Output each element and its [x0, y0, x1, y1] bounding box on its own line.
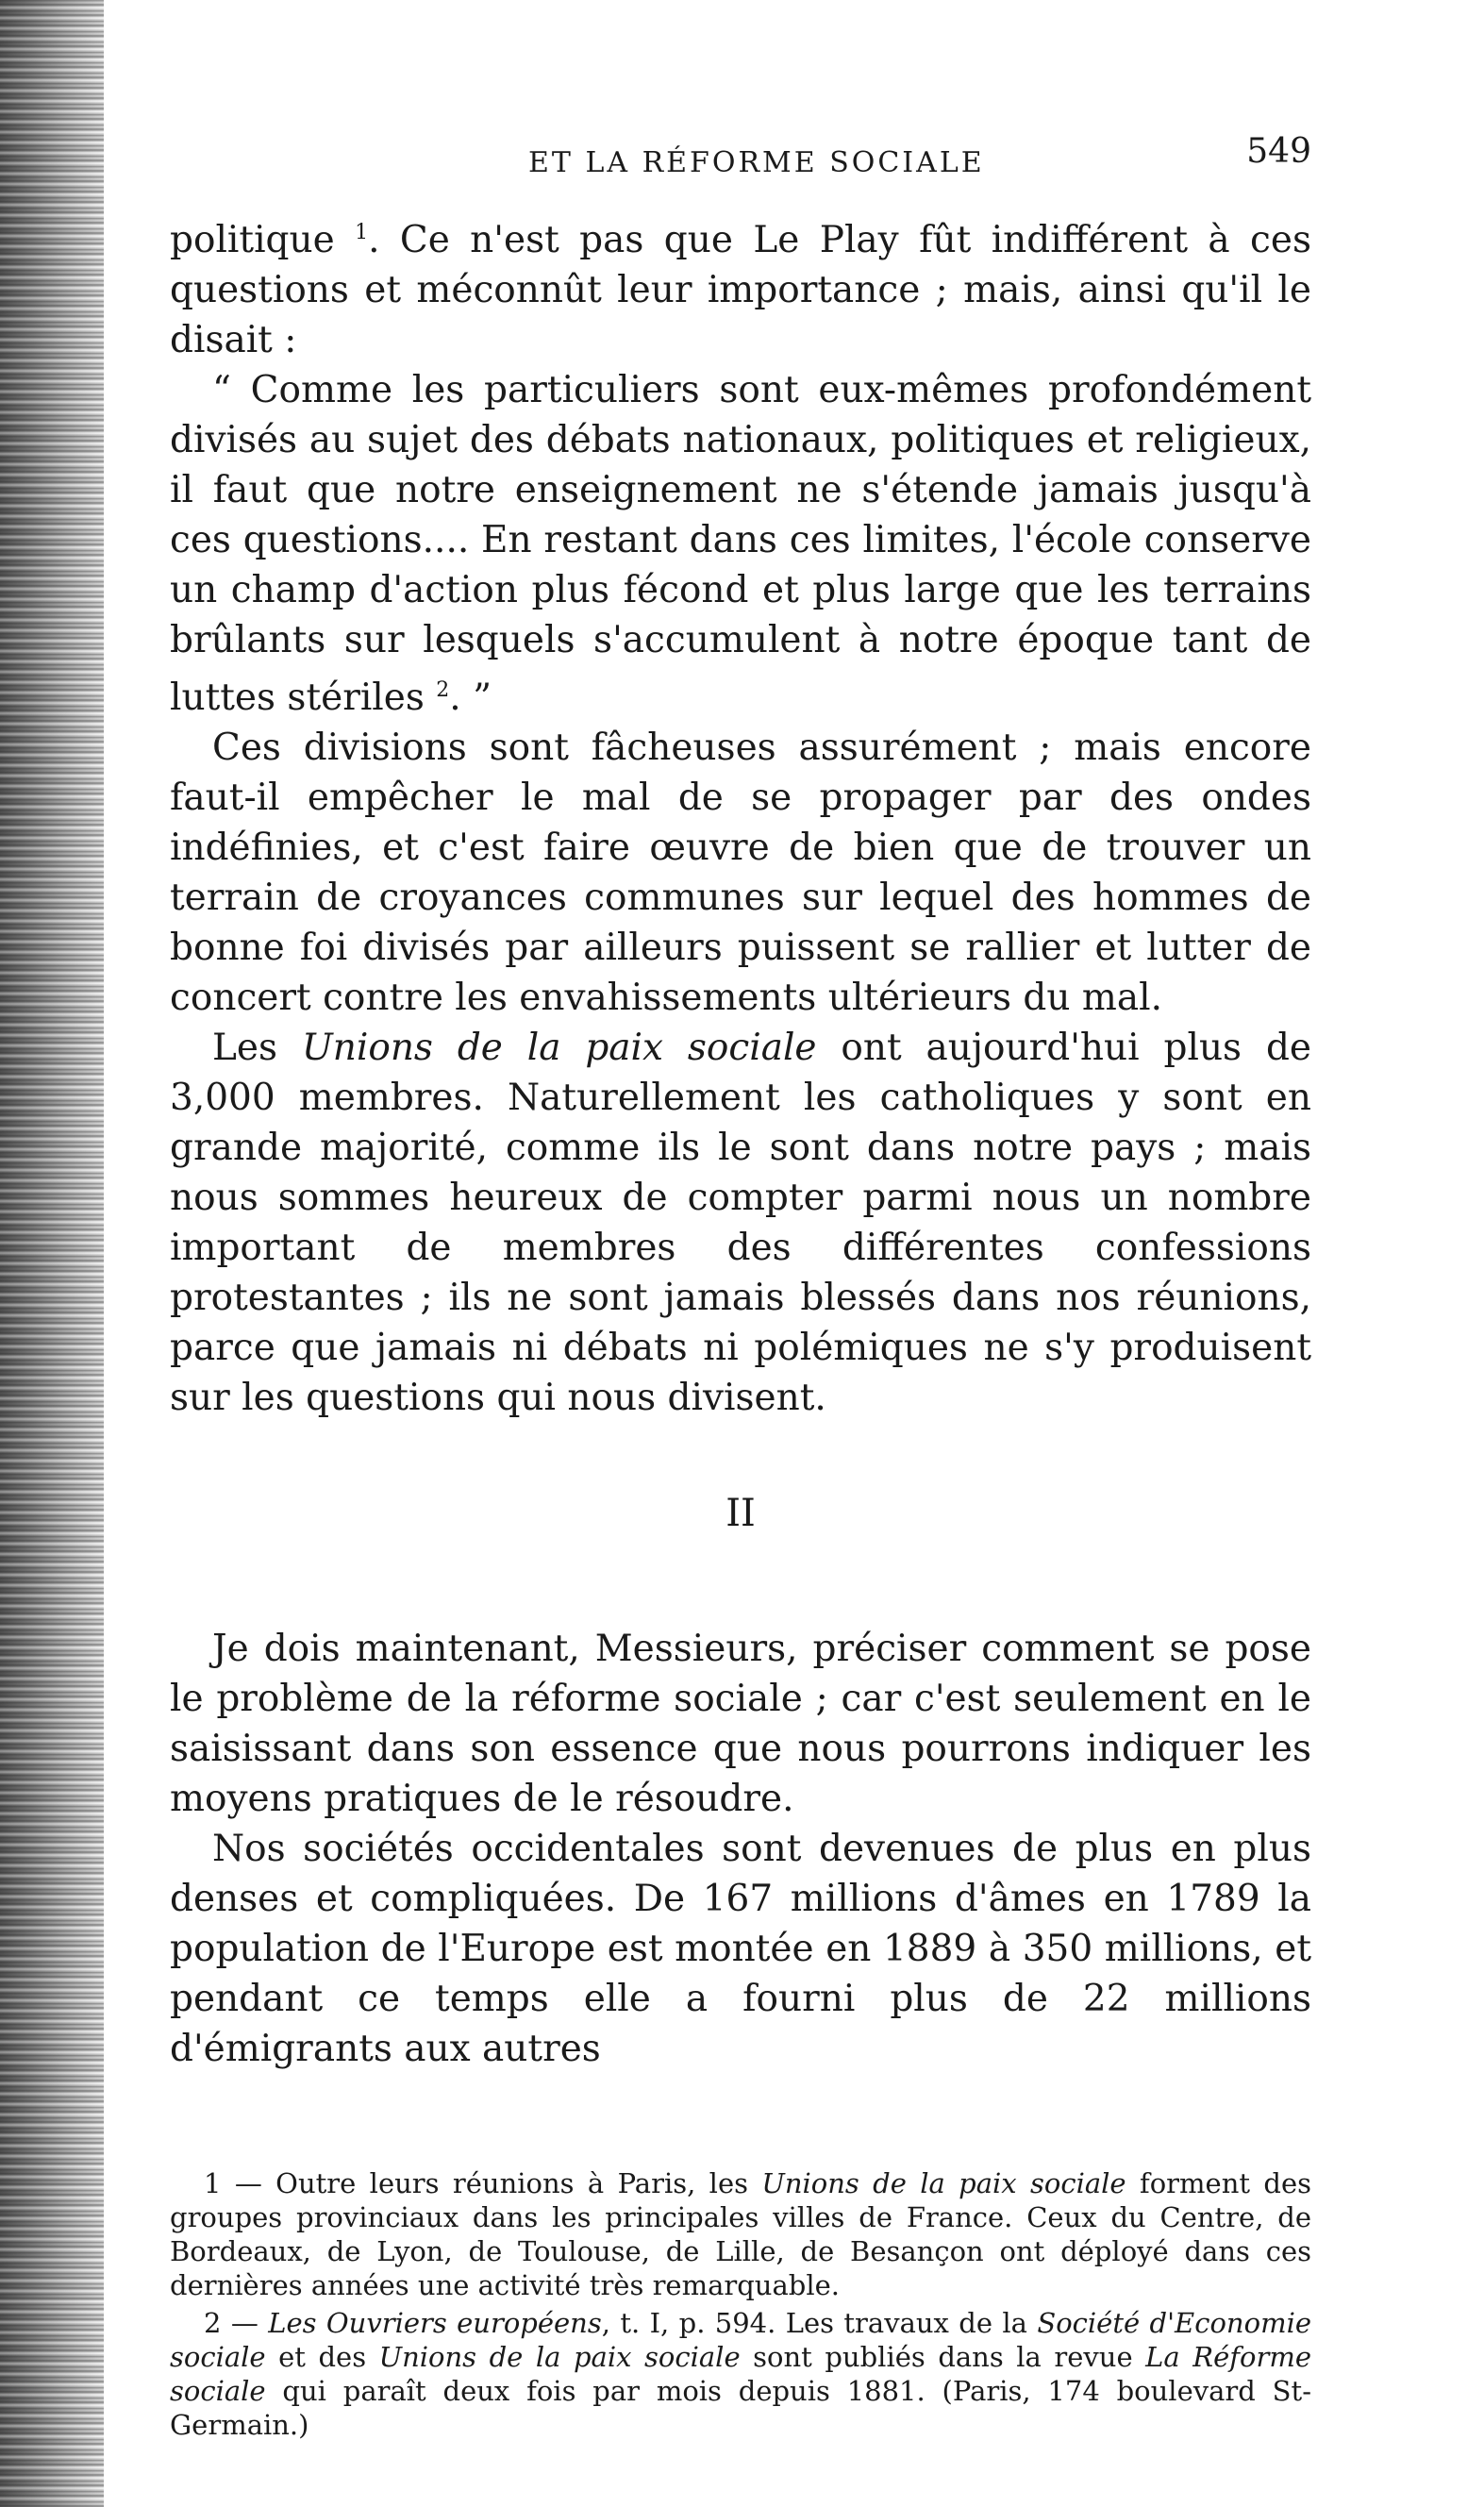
- paragraph: “ Comme les particuliers sont eux-mêmes profondément divisés au sujet des débats nationaux, politiques et religieux, il faut que notre enseignement ne s'étende jamais jusqu'à ces questions.... En restant dans ces limites, l'école conserve un champ d'action plus fécond et plus large que les terrains brûlants sur lesquels s'accumulent à notre époque tant de luttes stériles $^2$. ”: [170, 369, 1311, 719]
- footnote-ref: 2: [436, 678, 450, 702]
- paragraph: Les Unions de la paix sociale ont aujourd'hui plus de 3,000 membres. Naturellement les catholiques y sont en grande majorité, comme ils le sont dans notre pays ; mais nous sommes heureux de compter parmi nous un nombre important de membres des différentes confessions protestantes ; ils ne sont jamais blessés dans nos réunions, parce que jamais ni débats ni polémiques ne s'y produisent sur les questions qui nous divisent.: [170, 1027, 1311, 1419]
- paragraph: Ces divisions sont fâcheuses assurément ; mais encore faut-il empêcher le mal de se propager par des ondes indéfinies, et c'est faire œuvre de bien que de trouver un terrain de croyances communes sur lequel des hommes de bonne foi divisés par ailleurs puissent se rallier et lutter de concert contre les envahissements ultérieurs du mal.: [170, 727, 1311, 1019]
- footnotes: [170, 2166, 1311, 2442]
- body-text: [170, 208, 1311, 2074]
- page-number: 549: [1246, 132, 1311, 171]
- paragraph: Je dois maintenant, Messieurs, préciser comment se pose le problème de la réforme sociale ; car c'est seulement en le saisissant dans son essence que nous pourrons indiquer les moyens pratiques de le résoudre.: [170, 1628, 1311, 1820]
- section-heading: II: [725, 1492, 756, 1535]
- footnote-2: 2 — Les Ouvriers européens, t. I, p. 594. Les travaux de la Société d'Economie sociale et des Unions de la paix sociale sont publiés dans la revue La Réforme sociale qui paraît deux fois par mois depuis 1881. (Paris, 174 boulevard St-Germain.): [170, 2307, 1312, 2441]
- footnote-ref: 1: [355, 221, 369, 244]
- footnote-1: 1 — Outre leurs réunions à Paris, les Unions de la paix sociale forment des groupes provinciaux dans les principales villes de France. Ceux du Centre, de Bordeaux, de Lyon, de Toulouse, de Lille, de Besançon ont déployé dans ces dernières années une activité très remarquable.: [170, 2167, 1311, 2301]
- book-page: [170, 132, 1311, 2472]
- page-binding-edge: [0, 0, 104, 2507]
- page-header: [170, 132, 1311, 208]
- running-title: ET LA RÉFORME SOCIALE: [528, 146, 985, 179]
- paragraph: politique $^1$. Ce n'est pas que Le Play fût indifférent à ces questions et méconnût leur importance ; mais, ainsi qu'il le disait :: [170, 219, 1311, 361]
- paragraph: Nos sociétés occidentales sont devenues de plus en plus denses et compliquées. De 167 millions d'âmes en 1789 la population de l'Europe est montée en 1889 à 350 millions, et pendant ce temps elle a fourni plus de 22 millions d'émigrants aux autres: [170, 1828, 1311, 2070]
